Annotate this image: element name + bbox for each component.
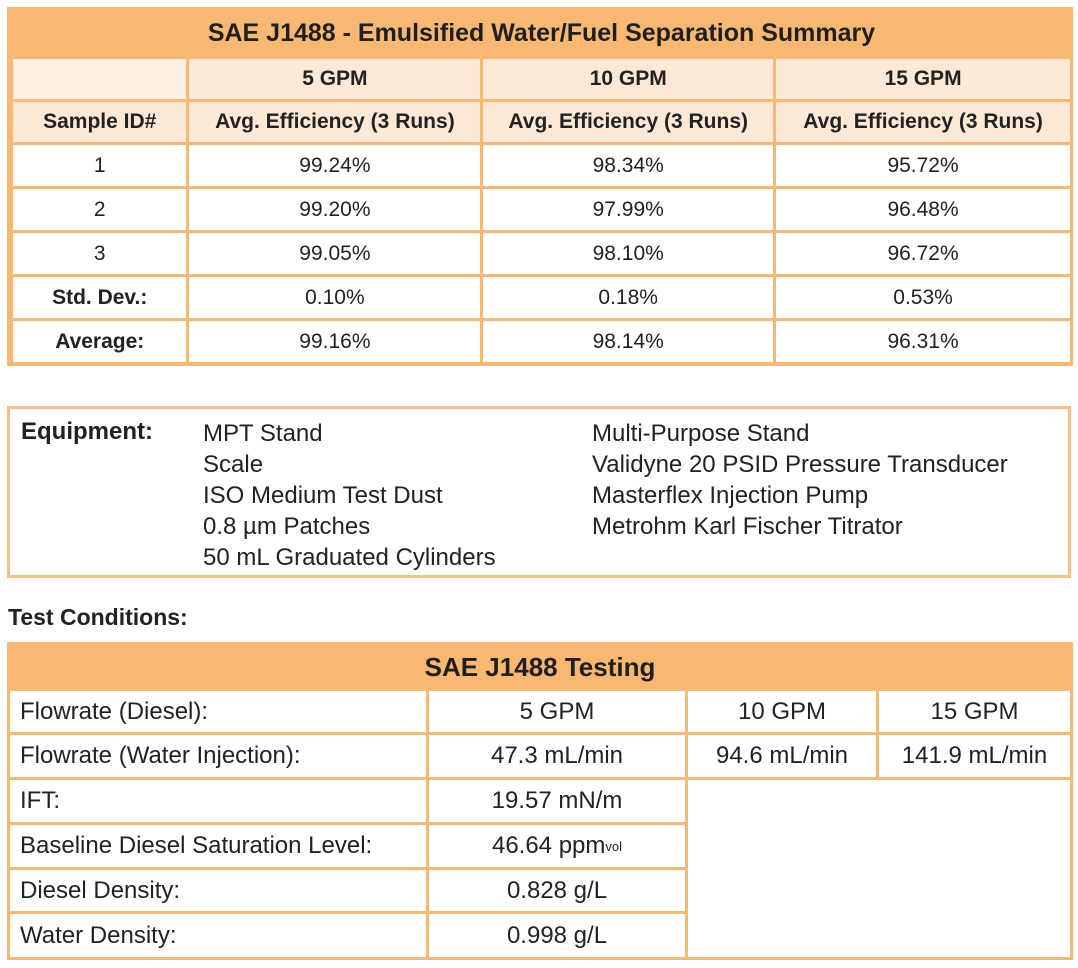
saturation-subscript: vol	[605, 838, 623, 854]
list-item: Multi-Purpose Stand	[592, 420, 810, 447]
test-conditions-table	[7, 642, 1073, 960]
saturation-value	[429, 825, 685, 867]
cell-value: 99.24%	[189, 145, 480, 186]
equipment-list-left	[203, 418, 496, 573]
cell-value: 98.10%	[483, 233, 773, 274]
table-row	[13, 277, 1070, 318]
cell-value: 99.16%	[189, 321, 480, 362]
list-item: Scale	[203, 451, 264, 478]
cell-value: 99.05%	[189, 233, 480, 274]
cell-value: 0.18%	[483, 277, 773, 318]
cell-value: 98.14%	[483, 321, 773, 362]
header-10gpm: 10 GPM	[483, 59, 773, 99]
water-density-label: Water Density:	[10, 914, 426, 957]
flowrate-diesel-10gpm: 10 GPM	[688, 691, 876, 732]
cell-value: 99.20%	[189, 189, 480, 230]
header-5gpm: 5 GPM	[189, 59, 480, 99]
cell-value: 0.10%	[189, 277, 480, 318]
header-sample-id: Sample ID#	[13, 102, 186, 142]
water-density-value: 0.998 g/L	[429, 914, 685, 957]
flowrate-water-15gpm: 141.9 mL/min	[879, 735, 1070, 777]
diesel-density-value: 0.828 g/L	[429, 870, 685, 911]
table-row	[13, 189, 1070, 230]
cell-value: 98.34%	[483, 145, 773, 186]
list-item: ISO Medium Test Dust	[203, 482, 443, 509]
cell-value: 0.53%	[776, 277, 1070, 318]
list-item: Metrohm Karl Fischer Titrator	[592, 513, 903, 540]
summary-title: SAE J1488 - Emulsified Water/Fuel Separation Summary	[13, 10, 1070, 56]
flowrate-water-5gpm: 47.3 mL/min	[429, 735, 685, 777]
header-15gpm: 15 GPM	[776, 59, 1070, 99]
equipment-list-right	[592, 418, 1008, 542]
saturation-number: 46.64 ppm	[491, 832, 606, 859]
testing-table-title: SAE J1488 Testing	[424, 652, 656, 682]
cell-value: 95.72%	[776, 145, 1070, 186]
saturation-label: Baseline Diesel Saturation Level:	[10, 825, 426, 867]
header-metric-15gpm: Avg. Efficiency (3 Runs)	[776, 102, 1070, 142]
flowrate-diesel-5gpm: 5 GPM	[429, 691, 685, 732]
table-row	[13, 321, 1070, 362]
test-conditions-heading: Test Conditions:	[8, 604, 188, 630]
header-metric-5gpm: Avg. Efficiency (3 Runs)	[189, 102, 480, 142]
table-row	[13, 145, 1070, 186]
separation-summary-table	[7, 7, 1073, 366]
header-metric-10gpm: Avg. Efficiency (3 Runs)	[483, 102, 773, 142]
equipment-label: Equipment:	[21, 418, 153, 445]
list-item: Masterflex Injection Pump	[592, 482, 869, 509]
cell-value: 96.31%	[776, 321, 1070, 362]
row-label: 1	[13, 145, 186, 186]
table-row	[13, 233, 1070, 274]
list-item: MPT Stand	[203, 420, 323, 447]
ift-label: IFT:	[10, 780, 426, 822]
diesel-density-label: Diesel Density:	[10, 870, 426, 911]
flowrate-diesel-label: Flowrate (Diesel):	[10, 691, 426, 732]
flowrate-diesel-15gpm: 15 GPM	[879, 691, 1070, 732]
flowrate-water-10gpm: 94.6 mL/min	[688, 735, 876, 777]
list-item: 0.8 µm Patches	[203, 513, 371, 540]
flowrate-water-label: Flowrate (Water Injection):	[10, 735, 426, 777]
ift-value: 19.57 mN/m	[429, 780, 685, 822]
list-item: 50 mL Graduated Cylinders	[203, 544, 496, 571]
empty-area	[688, 780, 1070, 957]
row-label: Std. Dev.:	[13, 277, 186, 318]
row-label: 3	[13, 233, 186, 274]
row-label: 2	[13, 189, 186, 230]
header-blank	[13, 59, 186, 99]
cell-value: 96.48%	[776, 189, 1070, 230]
list-item: Validyne 20 PSID Pressure Transducer	[592, 451, 1008, 478]
equipment-box	[7, 406, 1071, 578]
row-label: Average:	[13, 321, 186, 362]
cell-value: 96.72%	[776, 233, 1070, 274]
cell-value: 97.99%	[483, 189, 773, 230]
